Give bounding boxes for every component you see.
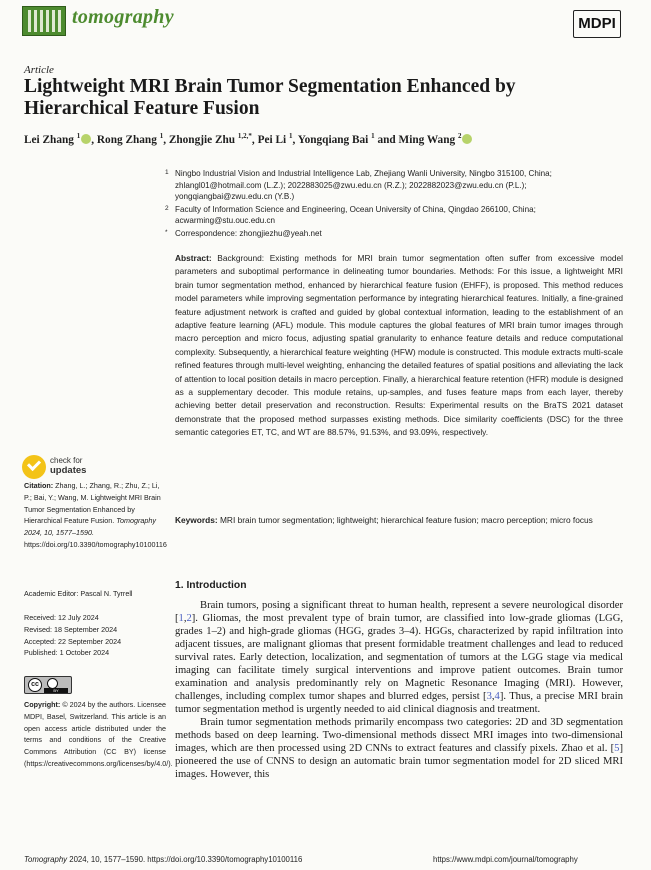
citation-journal-ref: Tomography 2024, 10, 1577–1590.: [24, 516, 156, 538]
keywords-label: Keywords:: [175, 515, 218, 525]
academic-editor: Academic Editor: Pascal N. Tyrrell: [24, 589, 133, 598]
author-name[interactable]: Lei Zhang: [24, 133, 77, 146]
abstract: [175, 252, 623, 440]
orcid-icon[interactable]: [81, 134, 91, 144]
abstract-label: Abstract:: [175, 253, 212, 263]
check-icon: [22, 455, 46, 479]
orcid-icon[interactable]: [462, 134, 472, 144]
citation-block: Citation: Zhang, L.; Zhang, R.; Zhu, Z.; Li, P.; Bai, Y.; Wang, M. Lightweight MRI Brain Tumor Segmentation Enhanced by Hierarchical Feature Fusion. Tomography 2024, 10, 1577–1590. https://doi.org/10.3390/tomography10100116: [24, 481, 167, 549]
correspondence: * Correspondence: zhongjiezhu@yeah.net: [165, 228, 322, 238]
author-affiliation-marker: 1: [371, 132, 375, 140]
reference-link[interactable]: 3: [486, 691, 492, 702]
author-affiliation-marker: 2: [457, 132, 462, 140]
author-affiliation-marker: 1: [288, 132, 293, 140]
publication-dates: [24, 612, 166, 659]
keywords: [175, 514, 623, 527]
intro-paragraph-1: Brain tumors, posing a significant threat to human health, represent a severe neurological disorder [1,2]. Gliomas, the most prevalent type of brain tumor, are classified into low-grade gliomas (LGG, grades 1–2) and high-grade gliomas (HGG, grades 3–4). HGGs, characterized by rapid infiltration into adjacent tissues, are malignant gliomas that present formidable treatment challenges and lead to reduced survival rates. Early detection, localization, and segmentation of tumors at the LGG stage via medical imaging can facilitate timely surgical interventions and improve patient outcomes. Brain tumor examination and analysis predominantly rely on Magnetic Resonance Imaging (MRI). However, challenges, including complex tumor shapes and blurred edges, persist [3,4]. Thus, a precise MRI brain tumor segmentation method is urgently needed to aid clinical diagnosis and treatment.: [175, 600, 624, 715]
citation-doi[interactable]: https://doi.org/10.3390/tomography10100116: [24, 539, 167, 549]
author-name[interactable]: Rong Zhang: [96, 133, 160, 146]
reference-link[interactable]: 2: [186, 613, 192, 624]
article-type: Article: [24, 64, 54, 76]
reference-link[interactable]: 1: [178, 613, 184, 624]
abstract-text: Background: Existing methods for MRI brain tumor segmentation often suffer from excessive model parameters and suboptimal performance in delineating tumor boundaries. Methods: For this issue, a lightweight MRI brain tumor segmentation method, enhanced by hierarchical feature fusion (EHFF), is proposed. This method reduces model parameters while improving segmentation performance by integrating hierarchical features. Initially, a fine-grained feature adjustment network is crafted and guided by global contextual information, leading to the establishment of an adaptive feature learning (AFL) module. This module captures the global features of MRI brain tumor images through macro perception and micro focus, adjusting spatial granularity to enhance feature details and reduce computational complexity. Subsequently, a hierarchical feature weighting (HFW) module is constructed. This module extracts multi-scale refined features through multi-level weighting, enhancing the detailed features of spatial positions and alleviating the lack of attention to local position details in macro perception. Finally, a hierarchical feature retention (HFR) module is designed as a supplementary decoder. This module retains, up-samples, and fuses feature maps from each layer, thereby achieving better detail preservation and reconstruction. Results: Experimental results on the BraTS 2021 dataset demonstrate that the proposed method surpasses existing methods. Dice similarity coefficients (DSC) for the three semantic categories ET, TC, and WT are 88.57%, 91.53%, and 93.09%, respectively.: [175, 253, 623, 438]
check-for-updates-badge[interactable]: check for updates: [22, 455, 142, 483]
affiliation-2: 2 Faculty of Information Science and Engineering, Ocean University of China, Qingdao 266100, China; acwarming@stu.ouc.edu.cn: [165, 204, 536, 226]
author-name[interactable]: Ming Wang: [398, 133, 458, 146]
author-affiliation-marker: 1,2,*: [237, 132, 252, 140]
date-accepted: Accepted: 22 September 2024: [24, 636, 122, 646]
reference-link[interactable]: 5: [614, 743, 620, 754]
publisher-logo: MDPI: [573, 10, 621, 38]
introduction-body: [175, 599, 623, 781]
cc-by-license-icon[interactable]: cc BY: [24, 676, 72, 694]
affiliations: [165, 168, 625, 241]
reference-link[interactable]: 4: [494, 691, 500, 702]
date-revised: Revised: 18 September 2024: [24, 624, 118, 634]
date-published: Published: 1 October 2024: [24, 648, 110, 658]
journal-logo: [22, 6, 66, 36]
author-affiliation-marker: 1: [76, 132, 81, 140]
author-list: Lei Zhang $^1$ , Rong Zhang $^1$, Zhongjie Zhu $^{1,2,*}$, Pei Li $^1$, Yongqiang Bai $^1$ and Ming Wang $^2$: [24, 132, 624, 146]
date-received: Received: 12 July 2024: [24, 613, 99, 622]
section-heading-introduction: 1. Introduction: [175, 580, 247, 591]
footer-journal-url[interactable]: https://www.mdpi.com/journal/tomography: [433, 855, 578, 864]
copyright-notice: Copyright: © 2024 by the authors. Licensee MDPI, Basel, Switzerland. This article is an open access article distributed under the terms and conditions of the Creative Commons Attribution (CC BY) license (https://creativecommons.org/licenses/by/4.0/).: [24, 700, 173, 768]
author-affiliation-marker: 1: [159, 132, 164, 140]
paper-title: Lightweight MRI Brain Tumor Segmentation Enhanced by Hierarchical Feature Fusion: [24, 76, 516, 119]
affiliation-1: 1 Ningbo Industrial Vision and Industrial Intelligence Lab, Zhejiang Wanli University, Ningbo 315100, China; zhlangl01@hotmail.com (L.Z.); 2022883025@zwu.edu.cn (R.Z.); 2022882023@zwu.edu.cn (P.L.); yongqiangbai@zwu.edu.cn (Y.B.): [165, 169, 552, 202]
keywords-text: MRI brain tumor segmentation; lightweight; hierarchical feature fusion; macro perception; micro focus: [219, 515, 593, 525]
footer-citation: Tomography 2024, 10, 1577–1590. https://doi.org/10.3390/tomography10100116: [24, 855, 303, 864]
author-name[interactable]: Yongqiang Bai: [297, 133, 372, 146]
intro-paragraph-2: Brain tumor segmentation methods primarily encompass two categories: 2D and 3D segmentation methods based on deep learning. Two-dimensional methods dissect MRI images into two-dimensional images, which are then processed using 2D CNNs to extract features and classify pixels. Zhao et al. [5] pioneered the use of CNNS to design an automatic brain tumor segmentation model for 2D sliced MRI images. However, this: [175, 717, 623, 780]
journal-name: tomography: [72, 6, 174, 28]
author-name[interactable]: Zhongjie Zhu: [168, 133, 238, 146]
author-name[interactable]: Pei Li: [257, 133, 289, 146]
